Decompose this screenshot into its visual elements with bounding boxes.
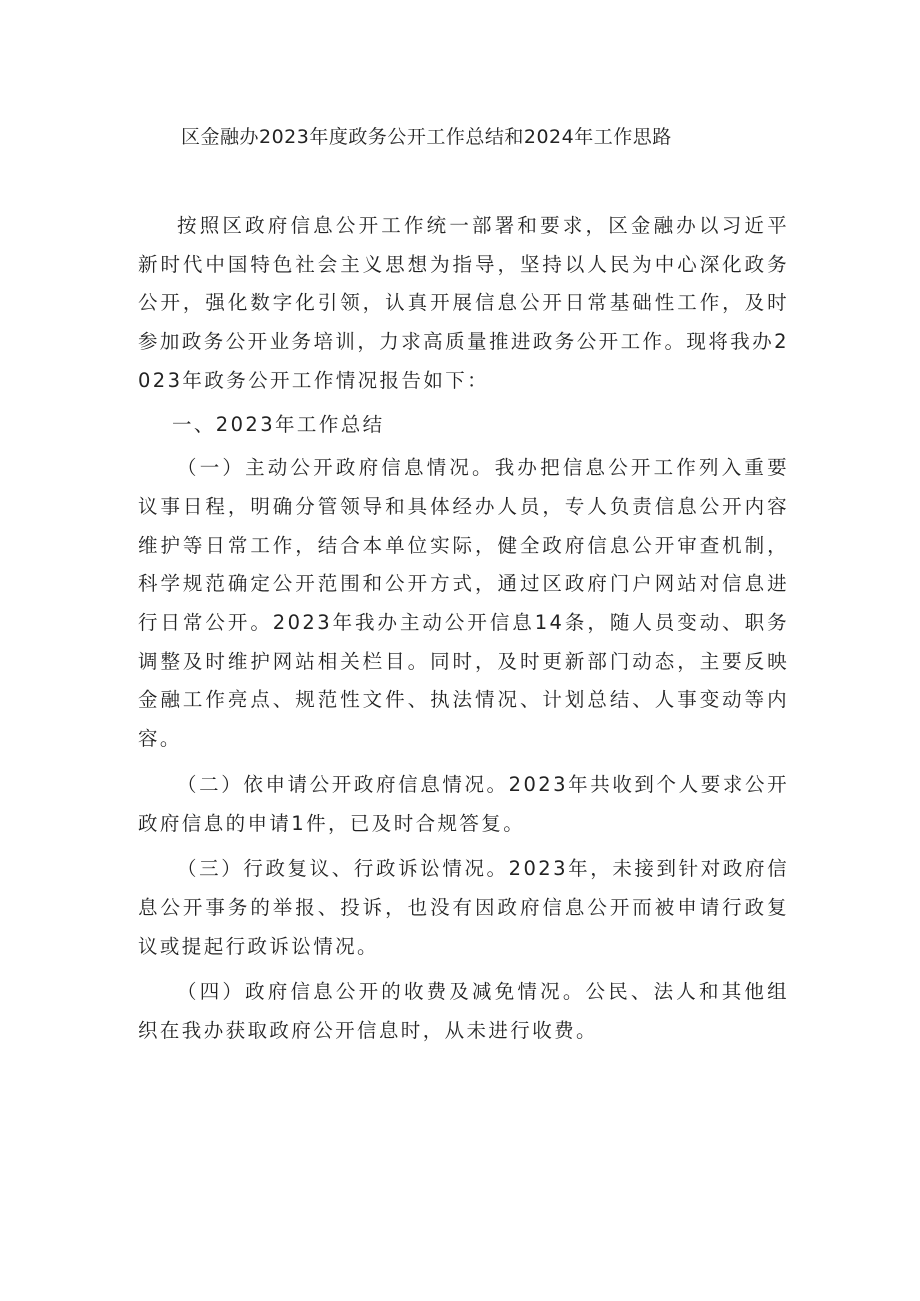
paragraph-disclosure-on-request: （二）依申请公开政府信息情况。2023年共收到个人要求公开政府信息的申请1件，已及时合规答复。 <box>138 772 789 835</box>
section-heading-work-summary: 一、2023年工作总结 <box>172 412 385 436</box>
document-body <box>138 207 789 1051</box>
intro-paragraph: 按照区政府信息公开工作统一部署和要求，区金融办以习近平新时代中国特色社会主义思想为指导，坚持以人民为中心深化政务公开，强化数字化引领，认真开展信息公开日常基础性工作，及时参加政务公开业务培训，力求高质量推进政务公开工作。现将我办2023年政务公开工作情况报告如下： <box>138 214 789 392</box>
paragraph-administrative-review: （三）行政复议、行政诉讼情况。2023年，未接到针对政府信息公开事务的举报、投诉，也没有因政府信息公开而被申请行政复议或提起行政诉讼情况。 <box>138 857 789 958</box>
paragraph-proactive-disclosure: （一）主动公开政府信息情况。我办把信息公开工作列入重要议事日程，明确分管领导和具体经办人员，专人负责信息公开内容维护等日常工作，结合本单位实际，健全政府信息公开审查机制，科学规范确定公开范围和公开方式，通过区政府门户网站对信息进行日常公开。2023年我办主动公开信息14条，随人员变动、职务调整及时维护网站相关栏目。同时，及时更新部门动态，主要反映金融工作亮点、规范性文件、执法情况、计划总结、人事变动等内容。 <box>138 456 789 751</box>
document-title: 区金融办2023年度政务公开工作总结和2024年工作思路 <box>181 126 672 148</box>
paragraph-fees-and-waivers: （四）政府信息公开的收费及减免情况。公民、法人和其他组织在我办获取政府公开信息时，从未进行收费。 <box>138 980 789 1043</box>
